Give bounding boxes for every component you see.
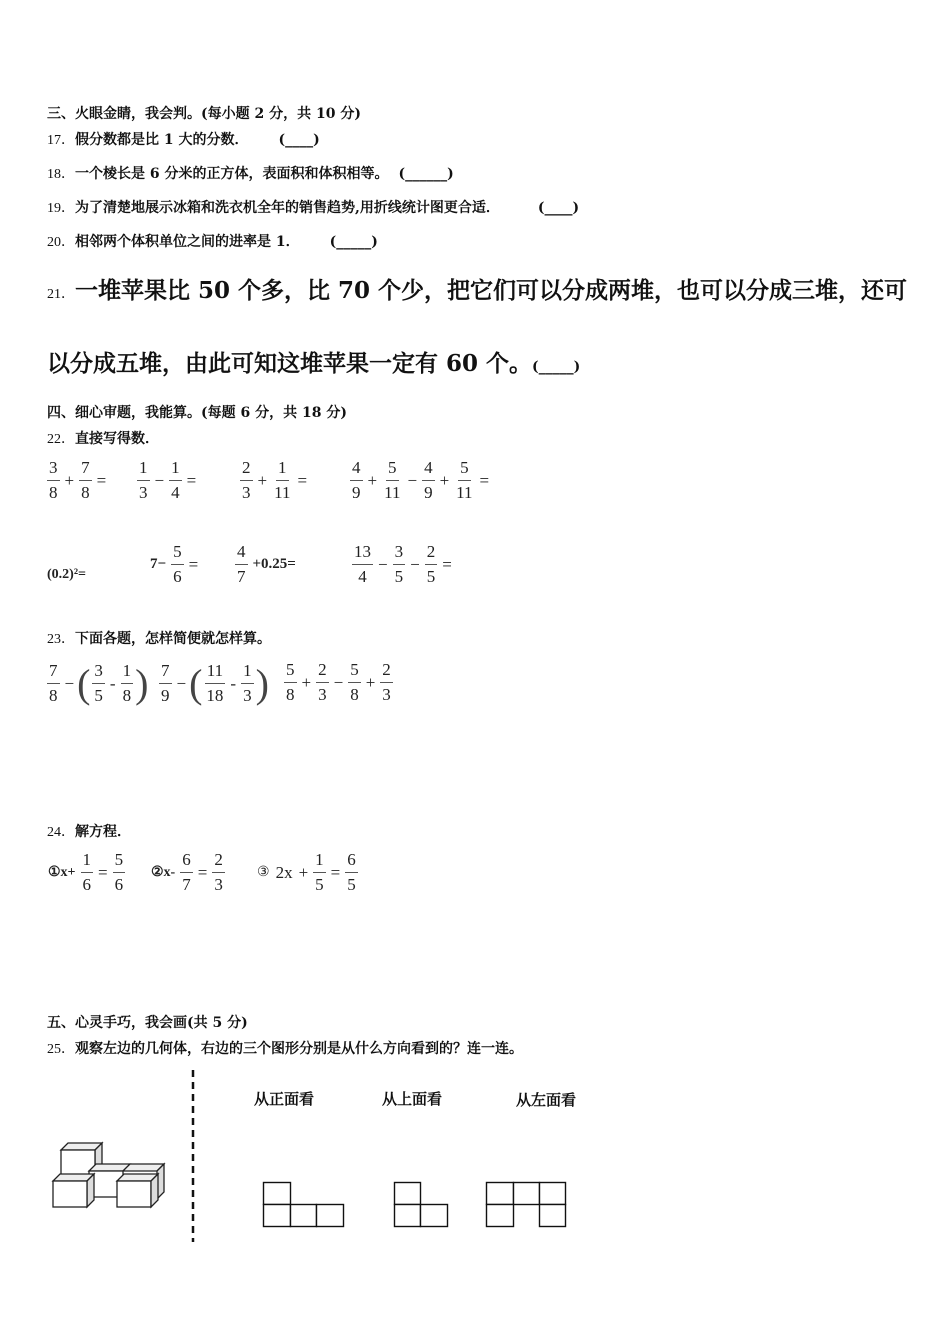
section5-title: 五、心灵手巧，我会画(共 5 分)	[47, 1015, 248, 1031]
calc-1-3-minus-1-4: $\frac{1}{3}$ − $\frac{1}{4}$ =	[139, 458, 197, 502]
calc-7-9-minus-paren: $\frac{7}{9}$ −( $\frac{11}{18}$ - $\frac{1}{3}$ )	[161, 661, 269, 706]
q17-text: 假分数都是比 1 大的分数．	[75, 132, 249, 148]
section3-title: 三、火眼金睛，我会判。(每小题 2 分，共 10 分)	[47, 106, 361, 122]
q25-text: 观察左边的几何体，右边的三个图形分别是从什么方向看到的？连一连。	[75, 1041, 523, 1057]
q17-number: 17．	[47, 133, 75, 148]
calc-13-4-minus-3-5-minus-2-5: $\frac{13}{4}$ − $\frac{3}{5}$ − $\frac{2}{5}$ =	[354, 542, 452, 586]
question-23	[47, 628, 271, 648]
dashed-divider	[190, 1070, 196, 1242]
q21-text-line1: 一堆苹果比 50 个多，比 70 个少，把它们可以分成两堆，也可以分成三堆，还可	[75, 277, 908, 304]
q18-text: 一个棱长是 6 分米的正方体，表面积和体积相等。	[75, 166, 389, 182]
question-24	[47, 821, 131, 841]
q24-text: 解方程．	[75, 824, 131, 840]
calc-5-8-plus-2-3-minus-5-8-plus-2-3: $\frac{5}{8}$ + $\frac{2}{3}$ − $\frac{5}{8}$ + $\frac{2}{3}$	[286, 660, 391, 704]
question-20	[47, 231, 378, 251]
q22-number: 22．	[47, 432, 75, 447]
question-22	[47, 428, 159, 448]
q22-text: 直接写得数．	[75, 431, 159, 447]
q18-answer-blank[interactable]: (______)	[398, 166, 454, 182]
q20-number: 20．	[47, 235, 75, 250]
equation-3: ③ 2x + $\frac{1}{5}$ = $\frac{6}{5}$	[257, 850, 356, 894]
calc-0-2-squared: (0.2)²=	[47, 567, 86, 582]
equation-2: ②x- $\frac{6}{7}$ = $\frac{2}{3}$	[151, 850, 223, 894]
q20-text: 相邻两个体积单位之间的进率是 1．	[75, 234, 300, 250]
view-shape-a[interactable]	[262, 1181, 346, 1229]
calc-7-8-minus-paren: $\frac{7}{8}$ −( $\frac{3}{5}$ - $\frac{1}{8}$ )	[49, 661, 149, 706]
calc-3-8-plus-7-8: $\frac{3}{8}$ + $\frac{7}{8}$ =	[49, 458, 107, 502]
calc-4-9-plus-5-11-minus-4-9-plus-5-11: $\frac{4}{9}$ + $\frac{5}{11}$ − $\frac{4}{9}$ + $\frac{5}{11}$ =	[352, 458, 490, 502]
view-label-left: 从左面看	[516, 1091, 577, 1109]
question-25	[47, 1038, 523, 1058]
q21-text-line2: 以分成五堆，由此可知这堆苹果一定有 60 个。	[47, 350, 533, 377]
q21-number: 21．	[47, 287, 75, 302]
question-18	[47, 163, 454, 183]
q23-text: 下面各题，怎样简便就怎样算。	[75, 631, 271, 647]
question-17	[47, 129, 320, 149]
q23-number: 23．	[47, 632, 75, 647]
q19-text: 为了清楚地展示冰箱和洗衣机全年的销售趋势,用折线统计图更合适．	[75, 200, 500, 216]
q20-answer-blank[interactable]: (_____)	[329, 234, 378, 250]
question-21-line1	[47, 272, 907, 305]
q17-answer-blank[interactable]: (____)	[278, 132, 320, 148]
calc-4-7-plus-0-25: $\frac{4}{7}$ +0.25=	[237, 542, 296, 586]
view-shape-b[interactable]	[393, 1181, 451, 1229]
view-label-top: 从上面看	[382, 1090, 443, 1108]
view-shape-c[interactable]	[485, 1181, 569, 1229]
question-19	[47, 197, 579, 217]
q24-number: 24．	[47, 825, 75, 840]
view-label-front: 从正面看	[254, 1090, 315, 1108]
cube-solid-figure	[48, 1135, 170, 1215]
equation-1: ①x+ $\frac{1}{6}$ = $\frac{5}{6}$	[48, 850, 124, 894]
calc-2-3-plus-1-11: $\frac{2}{3}$ + $\frac{1}{11}$ =	[242, 458, 308, 502]
q19-answer-blank[interactable]: (____)	[537, 200, 580, 216]
q25-number: 25．	[47, 1042, 75, 1057]
q21-answer-blank[interactable]: (_____)	[532, 359, 581, 375]
q18-number: 18．	[47, 167, 75, 182]
calc-7-minus-5-6: 7− $\frac{5}{6}$ =	[150, 542, 199, 586]
q19-number: 19．	[47, 201, 75, 216]
section4-title: 四、细心审题，我能算。(每题 6 分，共 18 分)	[47, 405, 347, 421]
question-21-line2	[47, 345, 580, 378]
